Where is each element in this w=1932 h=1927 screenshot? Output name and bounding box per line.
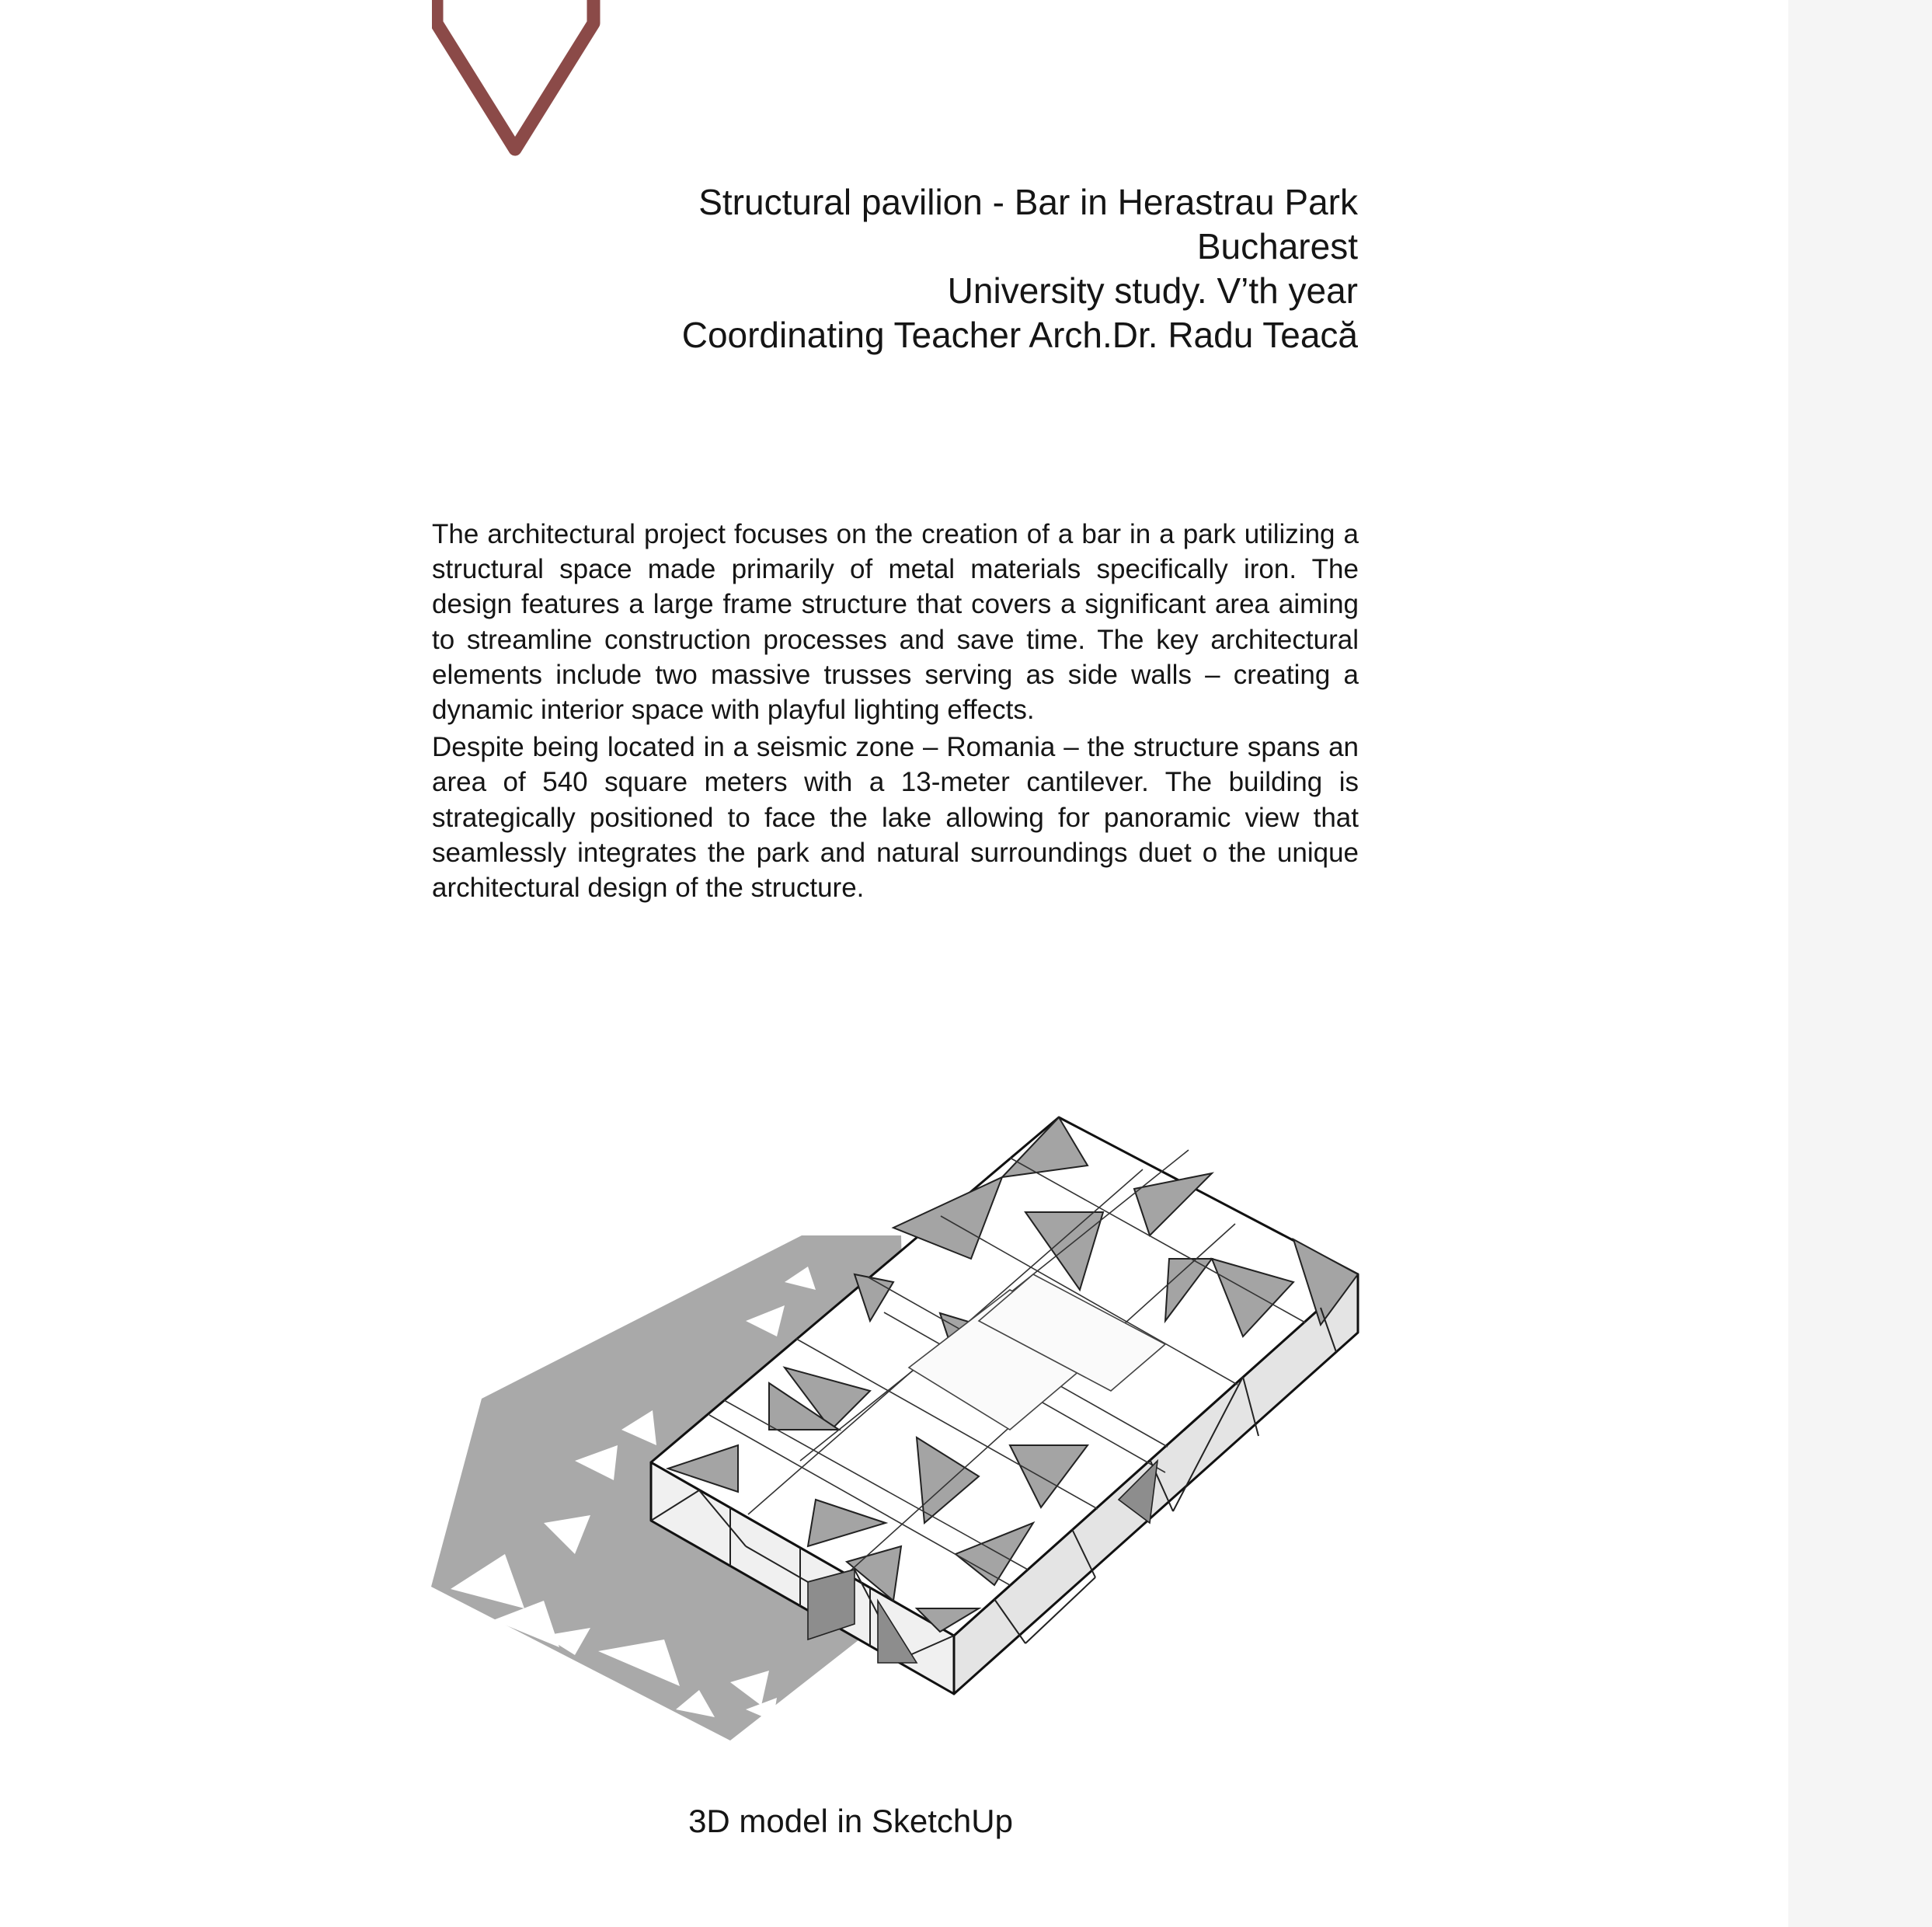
project-location: Bucharest: [1196, 226, 1358, 267]
isometric-truss-model-icon: [427, 1111, 1359, 1756]
right-margin-strip: [1788, 0, 1932, 1927]
chevron-down-logo-icon: [432, 0, 600, 159]
study-year: University study. V’th year: [947, 270, 1358, 311]
description-paragraph: The architectural project focuses on the creation of a bar in a park utilizing a structural space made primarily of metal materials specifically iron. The design features a large frame structure that covers a significant area aiming to streamline construction processes and save time. The key architectural elements include two massive trusses serving as side walls – creating a dynamic interior space with playful lighting effects.: [432, 519, 1359, 726]
figure-caption: 3D model in SketchUp: [688, 1803, 1013, 1839]
description-paragraph: Despite being located in a seismic zone – Romania – the structure spans an area of 540 square meters with a 13-meter cantilever. The building is strategically positioned to face the lake allowing for panoramic view that seamlessly integrates the park and natural surroundings duet o the unique architectural design of the structure.: [432, 732, 1359, 904]
project-description: [432, 517, 1359, 905]
project-title: Structural pavilion - Bar in Herastrau Park: [698, 182, 1358, 222]
title-block: [606, 180, 1358, 357]
coordinating-teacher: Coordinating Teacher Arch.Dr. Radu Teacă: [681, 315, 1358, 355]
